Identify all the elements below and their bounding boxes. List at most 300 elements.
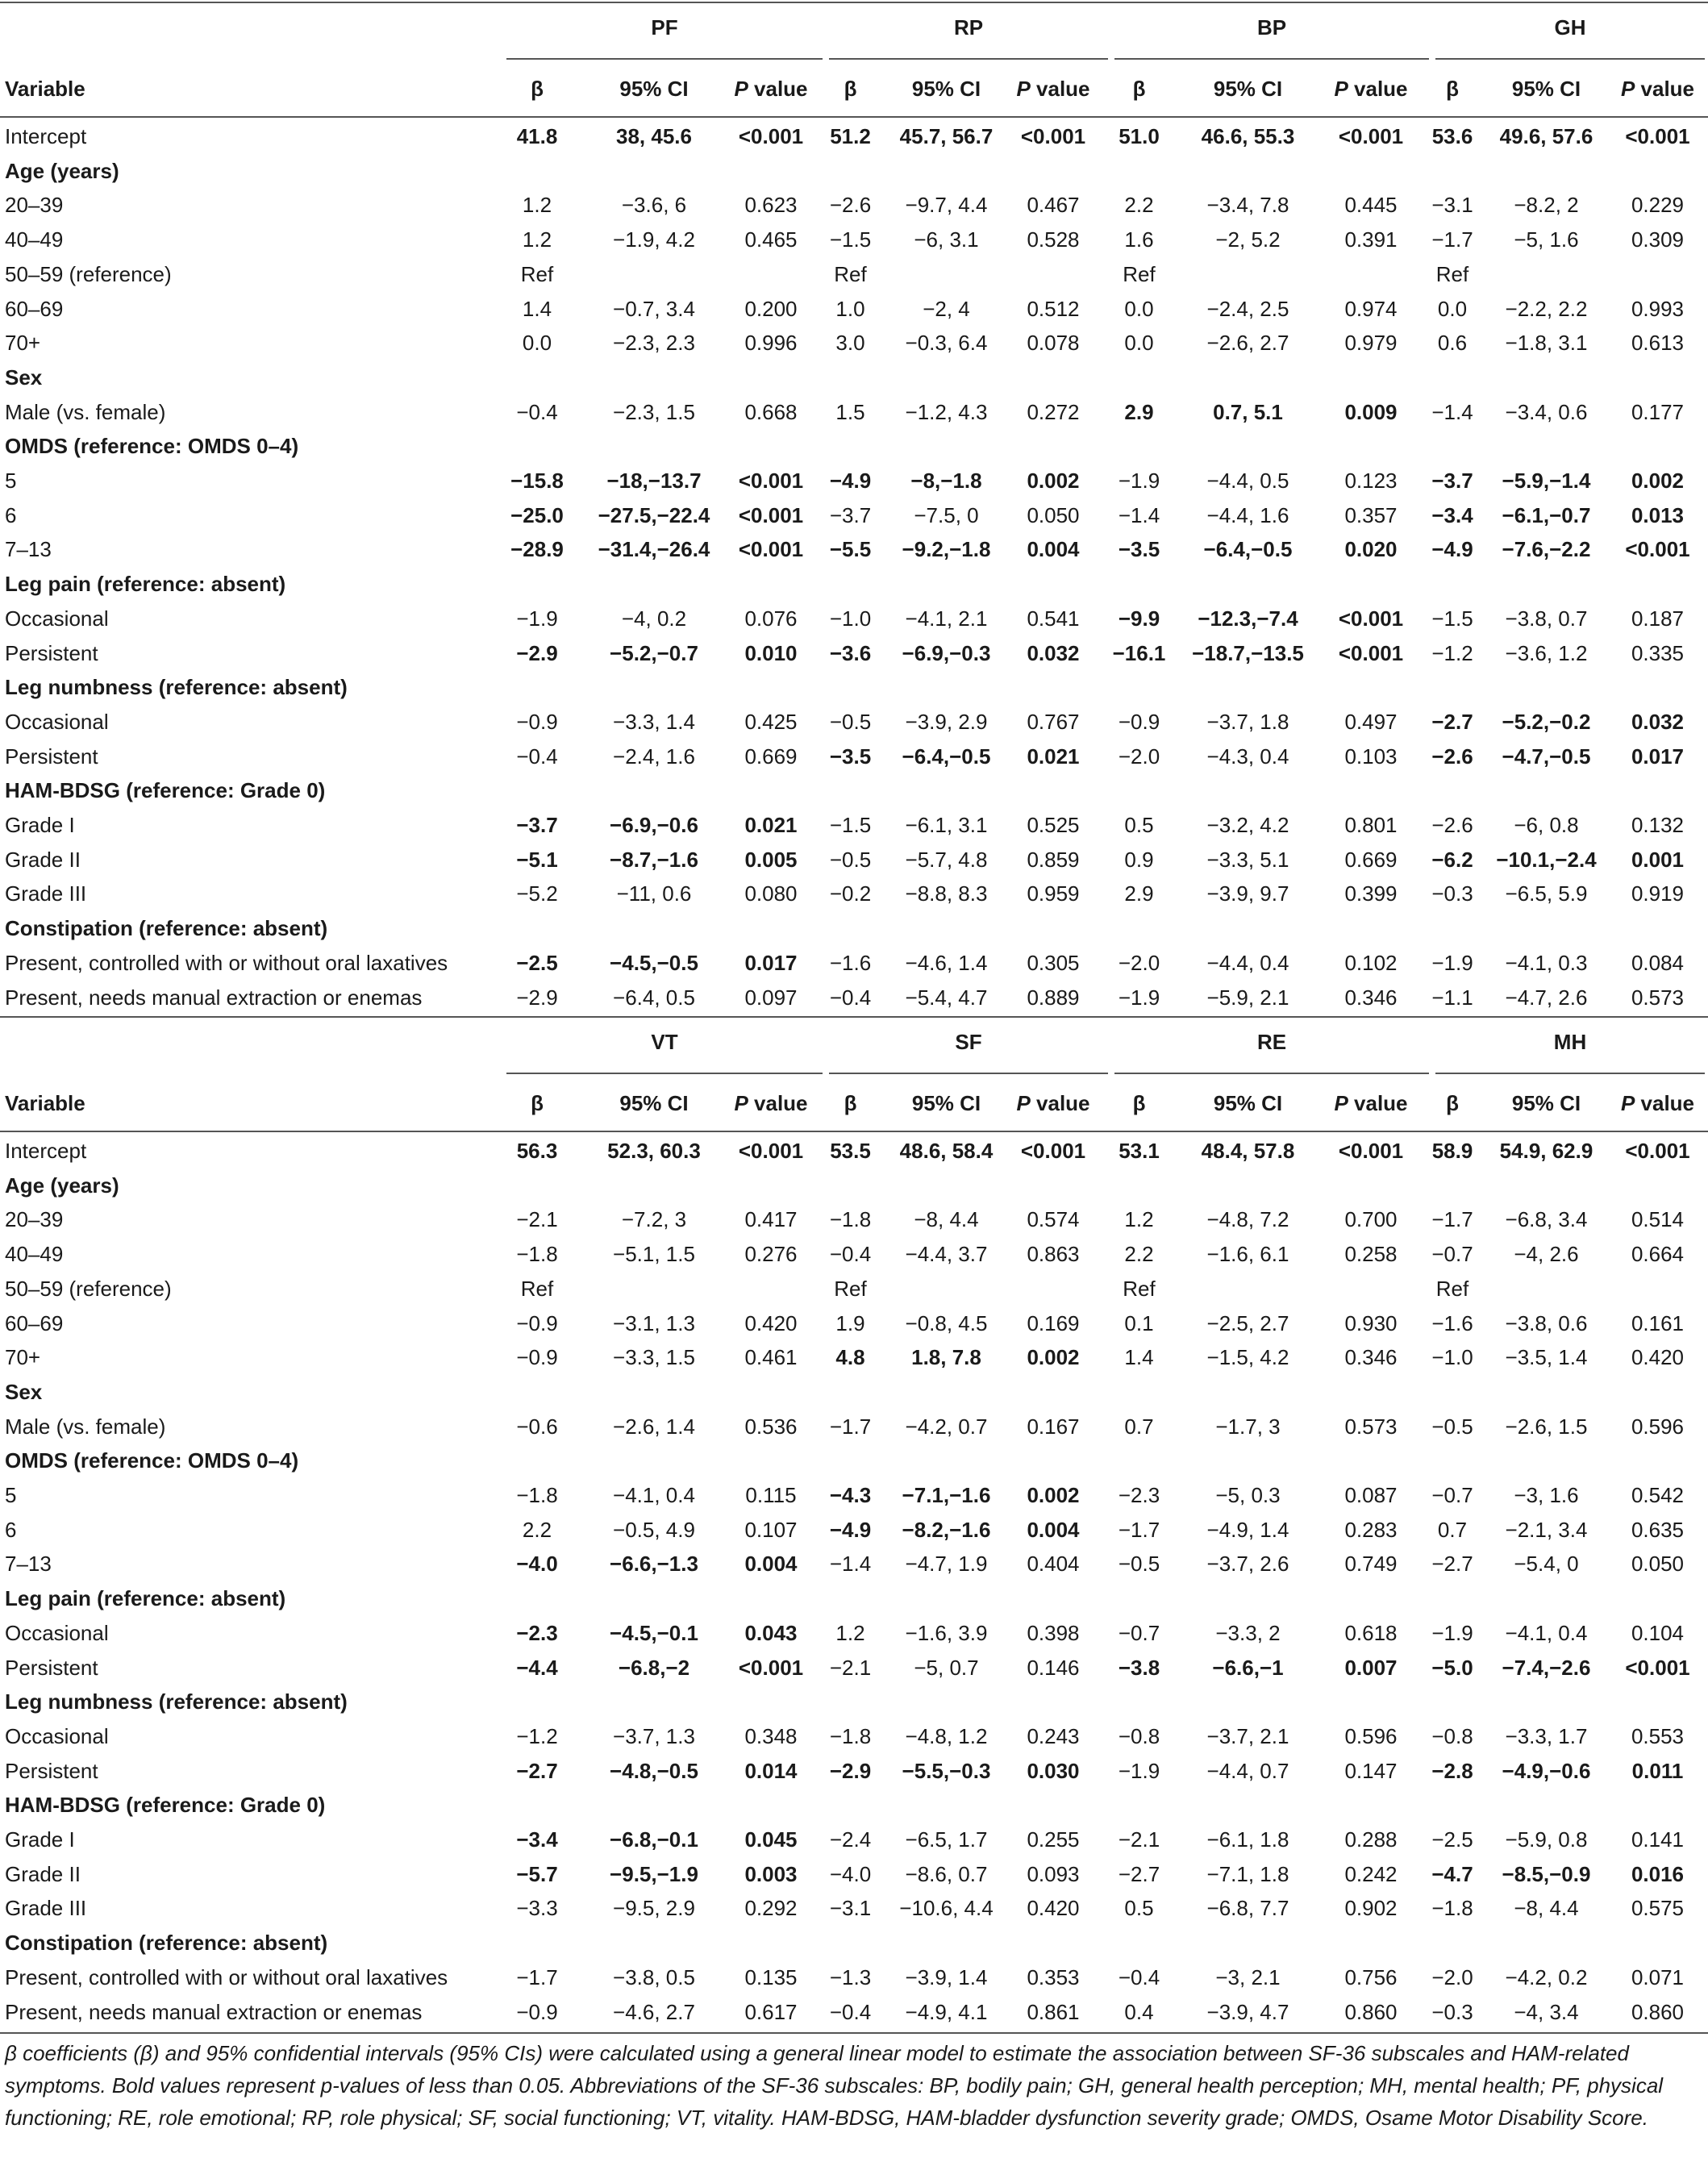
p-value: 0.399	[1344, 881, 1398, 906]
beta-value: −1.4	[1118, 502, 1160, 527]
p-suffix: value	[1348, 1091, 1408, 1115]
ci-value: −6.8,−0.1	[610, 1827, 698, 1852]
beta-value: −0.9	[516, 1345, 558, 1370]
beta-value: −1.9	[1431, 950, 1473, 975]
data-row	[0, 532, 1708, 567]
beta-value: −3.1	[1431, 193, 1473, 218]
ci-value: −4.7,−0.5	[1502, 744, 1591, 769]
p-value: 0.391	[1344, 227, 1398, 252]
p-value: 0.348	[744, 1723, 798, 1748]
column-header-p-value	[1010, 60, 1097, 118]
beta-value: −1.9	[516, 606, 558, 631]
section-label: HAM-BDSG (reference: Grade 0)	[5, 778, 326, 803]
p-value: 0.002	[1027, 469, 1080, 493]
beta-value: 0.6	[1437, 331, 1468, 356]
column-header-beta: β	[1132, 77, 1146, 101]
ci-value: −3.9, 9.7	[1206, 881, 1289, 906]
ci-value: −4.6, 1.4	[905, 950, 988, 975]
p-value: 0.420	[1027, 1896, 1080, 1921]
p-value: 0.014	[744, 1758, 798, 1783]
p-value: 0.255	[1027, 1827, 1080, 1852]
row-label: Intercept	[5, 124, 87, 148]
ci-value: −4.2, 0.7	[905, 1414, 988, 1439]
p-value: 0.465	[744, 227, 798, 252]
beta-value: −4.9	[829, 1517, 872, 1542]
p-value: 0.756	[1344, 1964, 1398, 1989]
row-label: Male (vs. female)	[5, 1414, 166, 1439]
beta-value: 56.3	[516, 1139, 558, 1163]
p-value: 0.132	[1631, 813, 1685, 837]
row-label: 20–39	[5, 1207, 64, 1232]
column-header-beta: β	[844, 77, 857, 101]
ci-value: −2.6, 1.4	[613, 1414, 695, 1439]
subscale-header-rp: RP	[953, 15, 984, 40]
beta-value: −1.5	[1431, 606, 1473, 631]
p-value: 0.016	[1631, 1861, 1685, 1886]
subscale-header-sf: SF	[955, 1030, 982, 1054]
beta-value: −2.0	[1431, 1964, 1473, 1989]
p-value: 0.573	[1344, 1414, 1398, 1439]
p-value: 0.613	[1631, 331, 1685, 356]
ci-value: −8.5,−0.9	[1502, 1861, 1591, 1886]
beta-value: −1.0	[829, 606, 872, 631]
beta-value: 0.7	[1124, 1414, 1154, 1439]
ci-value: −8, 4.4	[914, 1207, 979, 1232]
p-value: 0.536	[744, 1414, 798, 1439]
ci-value: −2.3, 2.3	[613, 331, 695, 356]
ci-value: −7.1, 1.8	[1206, 1861, 1289, 1886]
ci-value: −8.2, 2	[1514, 193, 1579, 218]
row-label: Persistent	[5, 1655, 98, 1680]
p-value: 0.078	[1027, 331, 1080, 356]
p-value: 0.009	[1344, 399, 1398, 424]
beta-value: −5.5	[829, 537, 872, 562]
ci-value: −4.8,−0.5	[610, 1758, 698, 1783]
beta-value: −3.3	[516, 1896, 558, 1921]
ci-value: −4.7, 1.9	[905, 1552, 988, 1577]
ci-value: 0.7, 5.1	[1213, 399, 1283, 424]
ci-value: −4.6, 2.7	[613, 1999, 695, 2024]
beta-value: 53.1	[1119, 1139, 1160, 1163]
beta-value: −3.7	[516, 813, 558, 837]
p-value: 0.700	[1344, 1207, 1398, 1232]
p-value: 0.417	[744, 1207, 798, 1232]
p-value: <0.001	[1625, 124, 1690, 148]
beta-value: 0.0	[1124, 296, 1154, 321]
p-value: 0.102	[1344, 950, 1398, 975]
beta-value: −3.1	[829, 1896, 872, 1921]
p-value: 0.043	[744, 1620, 798, 1645]
data-row	[0, 1891, 1708, 1926]
p-value: 0.863	[1027, 1242, 1080, 1267]
p-value: 0.801	[1344, 813, 1398, 837]
ci-value: −9.2,−1.8	[902, 537, 991, 562]
data-row	[0, 1513, 1708, 1548]
p-suffix: value	[1030, 77, 1090, 101]
section-label: Sex	[5, 365, 43, 390]
p-value: 0.749	[1344, 1552, 1398, 1577]
data-row	[0, 1272, 1708, 1306]
beta-value: −1.7	[516, 1964, 558, 1989]
ci-value: −1.9, 4.2	[613, 227, 695, 252]
p-value: 0.889	[1027, 985, 1080, 1010]
section-label: Constipation (reference: absent)	[5, 1931, 328, 1956]
beta-value: −6.2	[1431, 847, 1473, 872]
beta-value: Ref	[520, 261, 554, 286]
beta-value: −15.8	[510, 469, 564, 493]
data-row	[0, 1478, 1708, 1513]
row-label: 6	[5, 502, 17, 527]
beta-value: −0.5	[1118, 1552, 1160, 1577]
ci-value: −0.8, 4.5	[905, 1310, 988, 1335]
data-row	[0, 1547, 1708, 1581]
p-italic: P	[1620, 1091, 1635, 1115]
p-value: 0.107	[744, 1517, 798, 1542]
p-value: 0.767	[1027, 709, 1080, 734]
ci-value: −8.2,−1.6	[902, 1517, 991, 1542]
beta-value: 53.5	[830, 1139, 871, 1163]
beta-value: −25.0	[510, 502, 564, 527]
row-label: 70+	[5, 1345, 41, 1370]
p-value: <0.001	[738, 124, 804, 148]
ci-value: −7.1,−1.6	[902, 1483, 991, 1507]
ci-value: −3.7, 2.6	[1206, 1552, 1289, 1577]
p-value: 0.005	[744, 847, 798, 872]
ci-value: −1.8, 3.1	[1505, 331, 1588, 356]
p-value: 0.335	[1631, 640, 1685, 665]
p-value: 0.177	[1631, 399, 1685, 424]
p-italic: P	[1334, 77, 1348, 101]
p-value: 0.010	[744, 640, 798, 665]
row-label: Occasional	[5, 1723, 109, 1748]
beta-value: −2.9	[516, 985, 558, 1010]
beta-value: 1.2	[522, 227, 552, 252]
column-header-ci: 95% CI	[1213, 1091, 1283, 1115]
beta-value: −3.5	[829, 744, 872, 769]
column-header-ci: 95% CI	[1213, 77, 1283, 101]
subscale-header-pf: PF	[651, 15, 678, 40]
beta-value: −0.5	[829, 847, 872, 872]
ci-value: −3.8, 0.5	[613, 1964, 695, 1989]
ci-value: −4.8, 7.2	[1206, 1207, 1289, 1232]
beta-value: −0.4	[1118, 1964, 1160, 1989]
ci-value: −3.1, 1.3	[613, 1310, 695, 1335]
section-label: Age (years)	[5, 1173, 119, 1198]
p-value: 0.104	[1631, 1620, 1685, 1645]
ci-value: −6.1,−0.7	[1502, 502, 1591, 527]
ci-value: −5.9,−1.4	[1502, 469, 1591, 493]
row-label: Grade II	[5, 847, 81, 872]
row-label: Grade III	[5, 1896, 87, 1921]
ci-value: −5.9, 0.8	[1505, 1827, 1588, 1852]
ci-value: −4.4, 1.6	[1206, 502, 1289, 527]
ci-value: −4.4, 0.4	[1206, 950, 1289, 975]
beta-value: −0.5	[1431, 1414, 1473, 1439]
beta-value: −1.2	[1431, 640, 1473, 665]
ci-value: −8, 4.4	[1514, 1896, 1579, 1921]
data-row	[0, 981, 1708, 1015]
ci-value: −3.7, 1.8	[1206, 709, 1289, 734]
section-row	[0, 1685, 1708, 1719]
p-value: 0.514	[1631, 1207, 1685, 1232]
section-row	[0, 1169, 1708, 1203]
p-value: 0.357	[1344, 502, 1398, 527]
ci-value: −18,−13.7	[606, 469, 702, 493]
p-value: 0.229	[1631, 193, 1685, 218]
beta-value: −1.9	[1431, 1620, 1473, 1645]
ci-value: −0.3, 6.4	[905, 331, 988, 356]
p-value: 0.011	[1631, 1758, 1684, 1783]
beta-value: Ref	[834, 261, 867, 286]
ci-value: −2.4, 2.5	[1206, 296, 1289, 321]
beta-value: −1.4	[829, 1552, 872, 1577]
section-row	[0, 360, 1708, 395]
ci-value: −4.2, 0.2	[1505, 1964, 1588, 1989]
p-value: <0.001	[1338, 606, 1404, 631]
beta-value: 0.0	[522, 331, 552, 356]
data-row	[0, 119, 1708, 154]
beta-value: 2.2	[1124, 1242, 1154, 1267]
row-label: 70+	[5, 331, 41, 356]
p-value: 0.669	[1344, 847, 1398, 872]
beta-value: Ref	[1435, 261, 1469, 286]
beta-value: −0.9	[516, 1999, 558, 2024]
ci-value: −3.6, 6	[621, 193, 687, 218]
beta-value: −0.8	[1431, 1723, 1473, 1748]
beta-value: Ref	[1435, 1276, 1469, 1301]
beta-value: 0.0	[1437, 296, 1468, 321]
section-row	[0, 1375, 1708, 1410]
ci-value: −31.4,−26.4	[598, 537, 710, 562]
beta-value: −2.6	[1431, 813, 1473, 837]
subscale-header-bp: BP	[1256, 15, 1287, 40]
p-value: 0.169	[1027, 1310, 1080, 1335]
ci-value: −1.7, 3	[1215, 1414, 1281, 1439]
data-row	[0, 1202, 1708, 1237]
p-value: 0.076	[744, 606, 798, 631]
p-value: 0.135	[744, 1964, 798, 1989]
column-header-beta: β	[1446, 1091, 1459, 1115]
p-value: 0.097	[744, 985, 798, 1010]
p-value: <0.001	[738, 1139, 804, 1163]
column-header-p-value	[1010, 1074, 1097, 1132]
column-header-ci: 95% CI	[911, 1091, 981, 1115]
beta-value: −1.8	[1431, 1896, 1473, 1921]
p-value: 0.959	[1027, 881, 1080, 906]
ci-value: −9.7, 4.4	[905, 193, 988, 218]
p-value: 0.003	[744, 1861, 798, 1886]
p-value: 0.032	[1027, 640, 1080, 665]
data-row	[0, 1754, 1708, 1789]
p-value: 0.093	[1027, 1861, 1080, 1886]
p-value: 0.071	[1631, 1964, 1685, 1989]
row-label: Male (vs. female)	[5, 399, 166, 424]
p-value: 0.050	[1027, 502, 1080, 527]
section-row	[0, 1581, 1708, 1616]
p-value: 0.004	[1027, 1517, 1080, 1542]
data-row	[0, 1306, 1708, 1341]
beta-value: −0.9	[516, 709, 558, 734]
p-value: 0.512	[1027, 296, 1080, 321]
p-value: 0.242	[1344, 1861, 1398, 1886]
ci-value: 45.7, 56.7	[899, 124, 994, 148]
beta-value: 51.0	[1119, 124, 1160, 148]
p-value: 0.618	[1344, 1620, 1398, 1645]
p-suffix: value	[748, 77, 808, 101]
ci-value: −3.8, 0.7	[1505, 606, 1588, 631]
p-value: 0.497	[1344, 709, 1398, 734]
p-italic: P	[734, 77, 748, 101]
ci-value: −4.4, 3.7	[905, 1242, 988, 1267]
beta-value: 1.2	[835, 1620, 865, 1645]
beta-value: −2.9	[829, 1758, 872, 1783]
ci-value: −6.8, 3.4	[1505, 1207, 1588, 1232]
row-label: 7–13	[5, 1552, 52, 1577]
beta-value: 0.9	[1124, 847, 1154, 872]
p-value: 0.919	[1631, 881, 1685, 906]
ci-value: −2, 5.2	[1215, 227, 1281, 252]
beta-value: −0.7	[1431, 1242, 1473, 1267]
beta-value: −2.5	[516, 950, 558, 975]
row-label: Grade I	[5, 1827, 75, 1852]
ci-value: −6, 0.8	[1514, 813, 1579, 837]
ci-value: −6.9,−0.6	[610, 813, 698, 837]
p-value: <0.001	[738, 469, 804, 493]
p-value: 0.525	[1027, 813, 1080, 837]
data-row	[0, 395, 1708, 430]
p-value: 0.004	[1027, 537, 1080, 562]
data-row	[0, 1134, 1708, 1169]
p-value: 0.288	[1344, 1827, 1398, 1852]
section-row	[0, 773, 1708, 808]
ci-value: −1.6, 3.9	[905, 1620, 988, 1645]
beta-value: −4.0	[516, 1552, 558, 1577]
data-row	[0, 292, 1708, 327]
beta-value: −3.4	[516, 1827, 558, 1852]
p-value: 0.200	[744, 296, 798, 321]
data-row	[0, 1651, 1708, 1685]
p-value: 0.353	[1027, 1964, 1080, 1989]
beta-value: −1.6	[1431, 1310, 1473, 1335]
ci-value: −3.6, 1.2	[1505, 640, 1588, 665]
row-label: 50–59 (reference)	[5, 261, 172, 286]
ci-value: −4, 3.4	[1514, 1999, 1579, 2024]
row-label: Present, needs manual extraction or enemas	[5, 1999, 423, 2024]
ci-value: −6.6,−1.3	[610, 1552, 698, 1577]
column-header-beta: β	[1132, 1091, 1146, 1115]
p-value: 0.007	[1344, 1655, 1398, 1680]
data-row	[0, 464, 1708, 498]
ci-value: −4.9, 1.4	[1206, 1517, 1289, 1542]
row-label: 40–49	[5, 1242, 64, 1267]
ci-value: −2.1, 3.4	[1505, 1517, 1588, 1542]
data-row	[0, 705, 1708, 739]
ci-value: −6.4,−0.5	[902, 744, 991, 769]
beta-value: −2.0	[1118, 950, 1160, 975]
column-header-ci: 95% CI	[619, 77, 689, 101]
ci-value: 48.6, 58.4	[899, 1139, 994, 1163]
p-value: 0.292	[744, 1896, 798, 1921]
beta-value: 3.0	[835, 331, 865, 356]
beta-value: −0.8	[1118, 1723, 1160, 1748]
ci-value: −4.1, 0.4	[1505, 1620, 1588, 1645]
p-value: 0.030	[1027, 1758, 1080, 1783]
beta-value: −1.7	[1431, 227, 1473, 252]
p-value: 0.467	[1027, 193, 1080, 218]
ci-value: −10.6, 4.4	[899, 1896, 994, 1921]
beta-value: 2.2	[1124, 193, 1154, 218]
p-value: 0.141	[1631, 1827, 1685, 1852]
ci-value: −3.9, 1.4	[905, 1964, 988, 1989]
p-value: 0.930	[1344, 1310, 1398, 1335]
row-label: Persistent	[5, 1758, 98, 1783]
p-italic: P	[1334, 1091, 1348, 1115]
beta-value: −1.1	[1431, 985, 1473, 1010]
p-suffix: value	[1635, 1091, 1695, 1115]
column-header-ci: 95% CI	[1511, 77, 1581, 101]
ci-value: −8.6, 0.7	[905, 1861, 988, 1886]
beta-value: −1.7	[1118, 1517, 1160, 1542]
beta-value: −3.7	[829, 502, 872, 527]
p-value: 0.993	[1631, 296, 1685, 321]
ci-value: 48.4, 57.8	[1201, 1139, 1295, 1163]
data-row	[0, 843, 1708, 877]
beta-value: −5.7	[516, 1861, 558, 1886]
data-row	[0, 739, 1708, 774]
p-value: <0.001	[738, 1655, 804, 1680]
ci-value: −3, 1.6	[1514, 1483, 1579, 1507]
ci-value: −6.1, 3.1	[905, 813, 988, 837]
row-label: 20–39	[5, 193, 64, 218]
ci-value: −1.2, 4.3	[905, 399, 988, 424]
p-value: 0.668	[744, 399, 798, 424]
beta-value: Ref	[834, 1276, 867, 1301]
ci-value: −12.3,−7.4	[1198, 606, 1298, 631]
beta-value: −1.7	[829, 1414, 872, 1439]
ci-value: −6.1, 1.8	[1206, 1827, 1289, 1852]
ci-value: −8,−1.8	[910, 469, 982, 493]
p-value: 0.147	[1344, 1758, 1398, 1783]
data-row	[0, 1719, 1708, 1754]
p-suffix: value	[1635, 77, 1695, 101]
beta-value: −4.3	[829, 1483, 872, 1507]
p-value: 0.084	[1631, 950, 1685, 975]
ci-value: −5.4, 0	[1514, 1552, 1579, 1577]
column-header-p-value	[1609, 1074, 1706, 1132]
p-value: 0.541	[1027, 606, 1080, 631]
ci-value: −8.8, 8.3	[905, 881, 988, 906]
section-row	[0, 154, 1708, 189]
beta-value: −2.6	[829, 193, 872, 218]
ci-value: −7.4,−2.6	[1502, 1655, 1591, 1680]
p-value: 0.979	[1344, 331, 1398, 356]
p-value: 0.305	[1027, 950, 1080, 975]
section-label: OMDS (reference: OMDS 0–4)	[5, 434, 299, 459]
ci-value: −3.3, 2	[1215, 1620, 1281, 1645]
p-value: 0.283	[1344, 1517, 1398, 1542]
row-label: Grade II	[5, 1861, 81, 1886]
p-value: 0.032	[1631, 709, 1685, 734]
beta-value: −0.6	[516, 1414, 558, 1439]
ci-value: −4.1, 2.1	[905, 606, 988, 631]
row-label: Present, controlled with or without oral laxatives	[5, 950, 448, 975]
beta-value: −1.2	[516, 1723, 558, 1748]
p-value: 0.103	[1344, 744, 1398, 769]
ci-value: −4.9, 4.1	[905, 1999, 988, 2024]
p-value: 0.002	[1027, 1345, 1080, 1370]
p-value: 0.258	[1344, 1242, 1398, 1267]
p-italic: P	[1016, 77, 1031, 101]
